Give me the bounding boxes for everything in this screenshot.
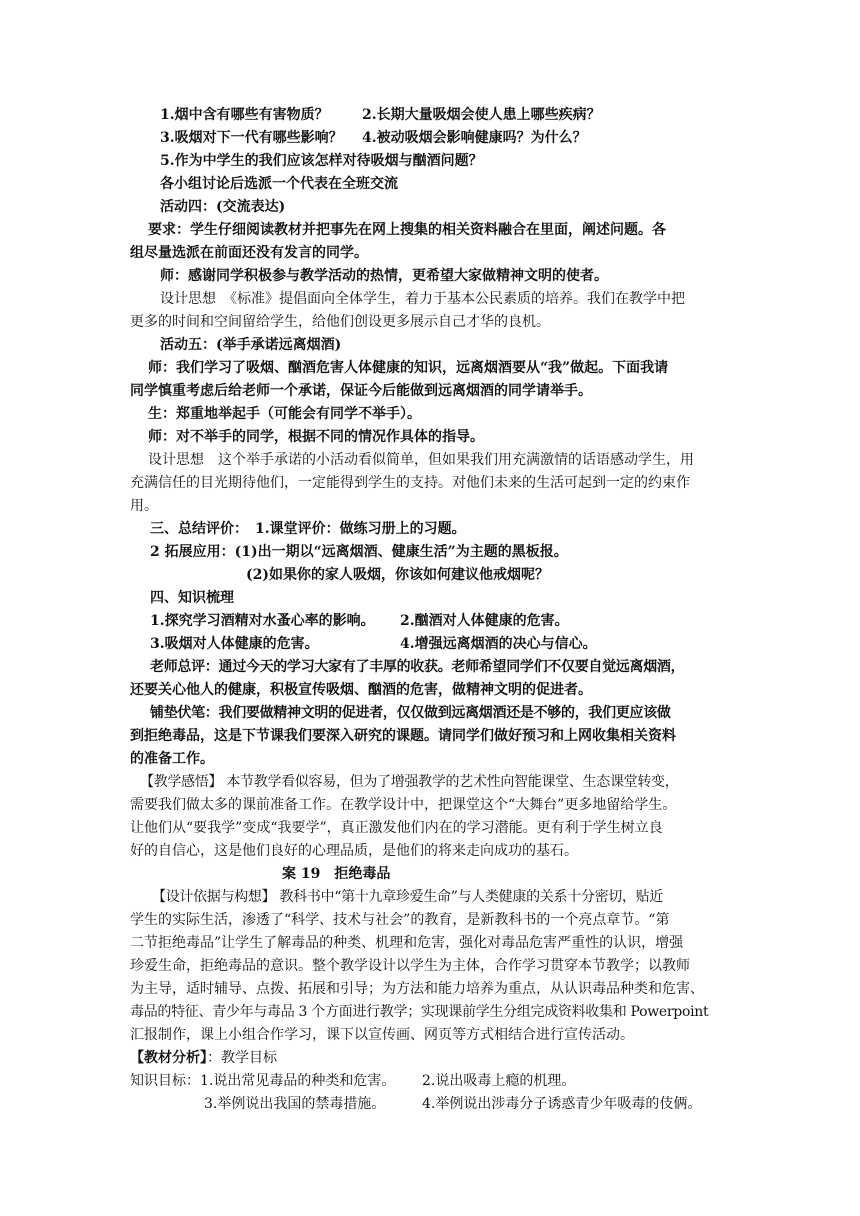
- summary-evaluation: 三、总结评价： 1.课堂评价：做练习册上的习题。: [150, 521, 466, 537]
- knowledge-goal-2: 2.说出吸毒上瘾的机理。: [422, 1073, 576, 1089]
- student-response: 生：郑重地举起手（可能会有同学不举手）。: [148, 406, 421, 422]
- design-thought-2-line-2: 充满信任的目光期待他们，一定能得到学生的支持。对他们未来的生活可起到一定的约束作: [130, 475, 690, 491]
- design-thought-2-line-3: 用。: [130, 498, 158, 514]
- design-basis-line-5: 为主导，适时辅导、点拨、拓展和引导；为方法和能力培养为重点，从认识毒品种类和危害、: [130, 981, 704, 997]
- teacher-guidance: 师：对不举手的同学，根据不同的情况作具体的指导。: [148, 429, 484, 445]
- teacher-summary-line-1: 老师总评：通过今天的学习大家有了丰厚的收获。老师希望同学们不仅要自觉远离烟酒，: [150, 659, 685, 675]
- knowledge-goal-3: 3.举例说出我国的禁毒措施。: [204, 1096, 386, 1112]
- material-analysis-text: ：教学目标: [207, 1050, 277, 1066]
- extension-1: 2 拓展应用：(1)出一期以“远离烟酒、健康生活”为主题的黑板报。: [150, 544, 568, 560]
- design-basis-line-1: 【设计依据与构想】 教科书中“第十九章珍爱生命”与人类健康的关系十分密切，贴近: [152, 889, 664, 905]
- discussion-note: 各小组讨论后选派一个代表在全班交流: [160, 176, 398, 192]
- activity-4-heading: 活动四：(交流表达): [160, 199, 286, 215]
- review-item-4: 4.增强远离烟酒的决心与信心。: [400, 636, 597, 652]
- question-2: 2.长期大量吸烟会使人患上哪些疾病？: [362, 107, 601, 123]
- requirement-line-1: 要求：学生仔细阅读教材并把事先在网上搜集的相关资料融合在里面，阐述问题。各: [148, 222, 666, 238]
- design-basis-line-7: 汇报制作，课上小组合作学习，课下以宣传画、网页等方式相结合进行宣传活动。: [130, 1027, 634, 1043]
- teacher-summary-line-2: 还要关心他人的健康，积极宣传吸烟、酗酒的危害，做精神文明的促进者。: [130, 682, 592, 698]
- teacher-promise-line-2: 同学慎重考虑后给老师一个承诺，保证今后能做到远离烟酒的同学请举手。: [130, 383, 592, 399]
- teacher-thanks: 师：感谢同学积极参与教学活动的热情，更希望大家做精神文明的使者。: [160, 268, 608, 284]
- knowledge-review-heading: 四、知识梳理: [150, 590, 234, 606]
- foreshadow-line-3: 的准备工作。: [130, 751, 214, 767]
- foreshadow-line-2: 到拒绝毒品，这是下节课我们要深入研究的课题。请同学们做好预习和上网收集相关资料: [130, 728, 676, 744]
- material-analysis: [130, 1047, 277, 1069]
- extension-2: (2)如果你的家人吸烟，你该如何建议他戒烟呢？: [246, 567, 549, 583]
- case-19-title: 案 19 拒绝毒品: [282, 866, 391, 882]
- material-analysis-label: 【教材分析】: [130, 1050, 207, 1066]
- design-thought-1-line-2: 更多的时间和空间留给学生，给他们创设更多展示自己才华的良机。: [130, 314, 550, 330]
- foreshadow-line-1: 铺垫伏笔：我们要做精神文明的促进者，仅仅做到远离烟酒还是不够的，我们更应该做: [150, 705, 671, 721]
- design-basis-line-6: 毒品的特征、青少年与毒品 3 个方面进行教学；实现课前学生分组完成资料收集和 Powerpoint: [130, 1004, 709, 1020]
- knowledge-goal-1: 知识目标：1.说出常见毒品的种类和危害。: [130, 1073, 396, 1089]
- review-item-1: 1.探究学习酒精对水蚤心率的影响。: [150, 613, 375, 629]
- reflection-line-1: 【教学感悟】 本节教学看似容易，但为了增强教学的艺术性向智能课堂、生态课堂转变，: [140, 774, 679, 790]
- review-item-2: 2.酗酒对人体健康的危害。: [400, 613, 569, 629]
- design-thought-1-line-1: 设计思想 《标准》提倡面向全体学生，着力于基本公民素质的培养。我们在教学中把: [160, 291, 685, 307]
- reflection-line-2: 需要我们做太多的课前准备工作。在教学设计中，把课堂这个“大舞台”更多地留给学生。: [130, 797, 677, 813]
- teacher-promise-line-1: 师：我们学习了吸烟、酗酒危害人体健康的知识，远离烟酒要从“我”做起。下面我请: [148, 360, 669, 376]
- activity-5-heading: 活动五：(举手承诺远离烟酒): [160, 337, 342, 353]
- review-item-3: 3.吸烟对人体健康的危害。: [150, 636, 319, 652]
- question-4: 4.被动吸烟会影响健康吗？为什么？: [362, 130, 587, 146]
- reflection-line-4: 好的自信心，这是他们良好的心理品质，是他们的将来走向成功的基石。: [130, 843, 578, 859]
- design-basis-line-4: 珍爱生命，拒绝毒品的意识。整个教学设计以学生为主体，合作学习贯穿本节教学；以教师: [130, 958, 690, 974]
- design-thought-2-line-1: 设计思想 这个举手承诺的小活动看似简单，但如果我们用充满激情的话语感动学生，用: [148, 452, 694, 468]
- question-3: 3.吸烟对下一代有哪些影响？: [160, 130, 343, 146]
- knowledge-goal-4: 4.举例说出涉毒分子诱惑青少年吸毒的伎俩。: [422, 1096, 702, 1112]
- design-basis-line-3: 二节拒绝毒品”让学生了解毒品的种类、机理和危害，强化对毒品危害严重性的认识，增强: [130, 935, 684, 951]
- question-1: 1.烟中含有哪些有害物质？: [160, 107, 329, 123]
- requirement-line-2: 组尽量选派在前面还没有发言的同学。: [130, 245, 368, 261]
- design-basis-line-2: 学生的实际生活，渗透了“科学、技术与社会”的教育，是新教科书的一个亮点章节。“第: [130, 912, 670, 928]
- reflection-line-3: 让他们从“要我学”变成“我要学”，真正激发他们内在的学习潜能。更有利于学生树立良: [130, 820, 663, 836]
- question-5: 5.作为中学生的我们应该怎样对待吸烟与酗酒问题？: [160, 153, 483, 169]
